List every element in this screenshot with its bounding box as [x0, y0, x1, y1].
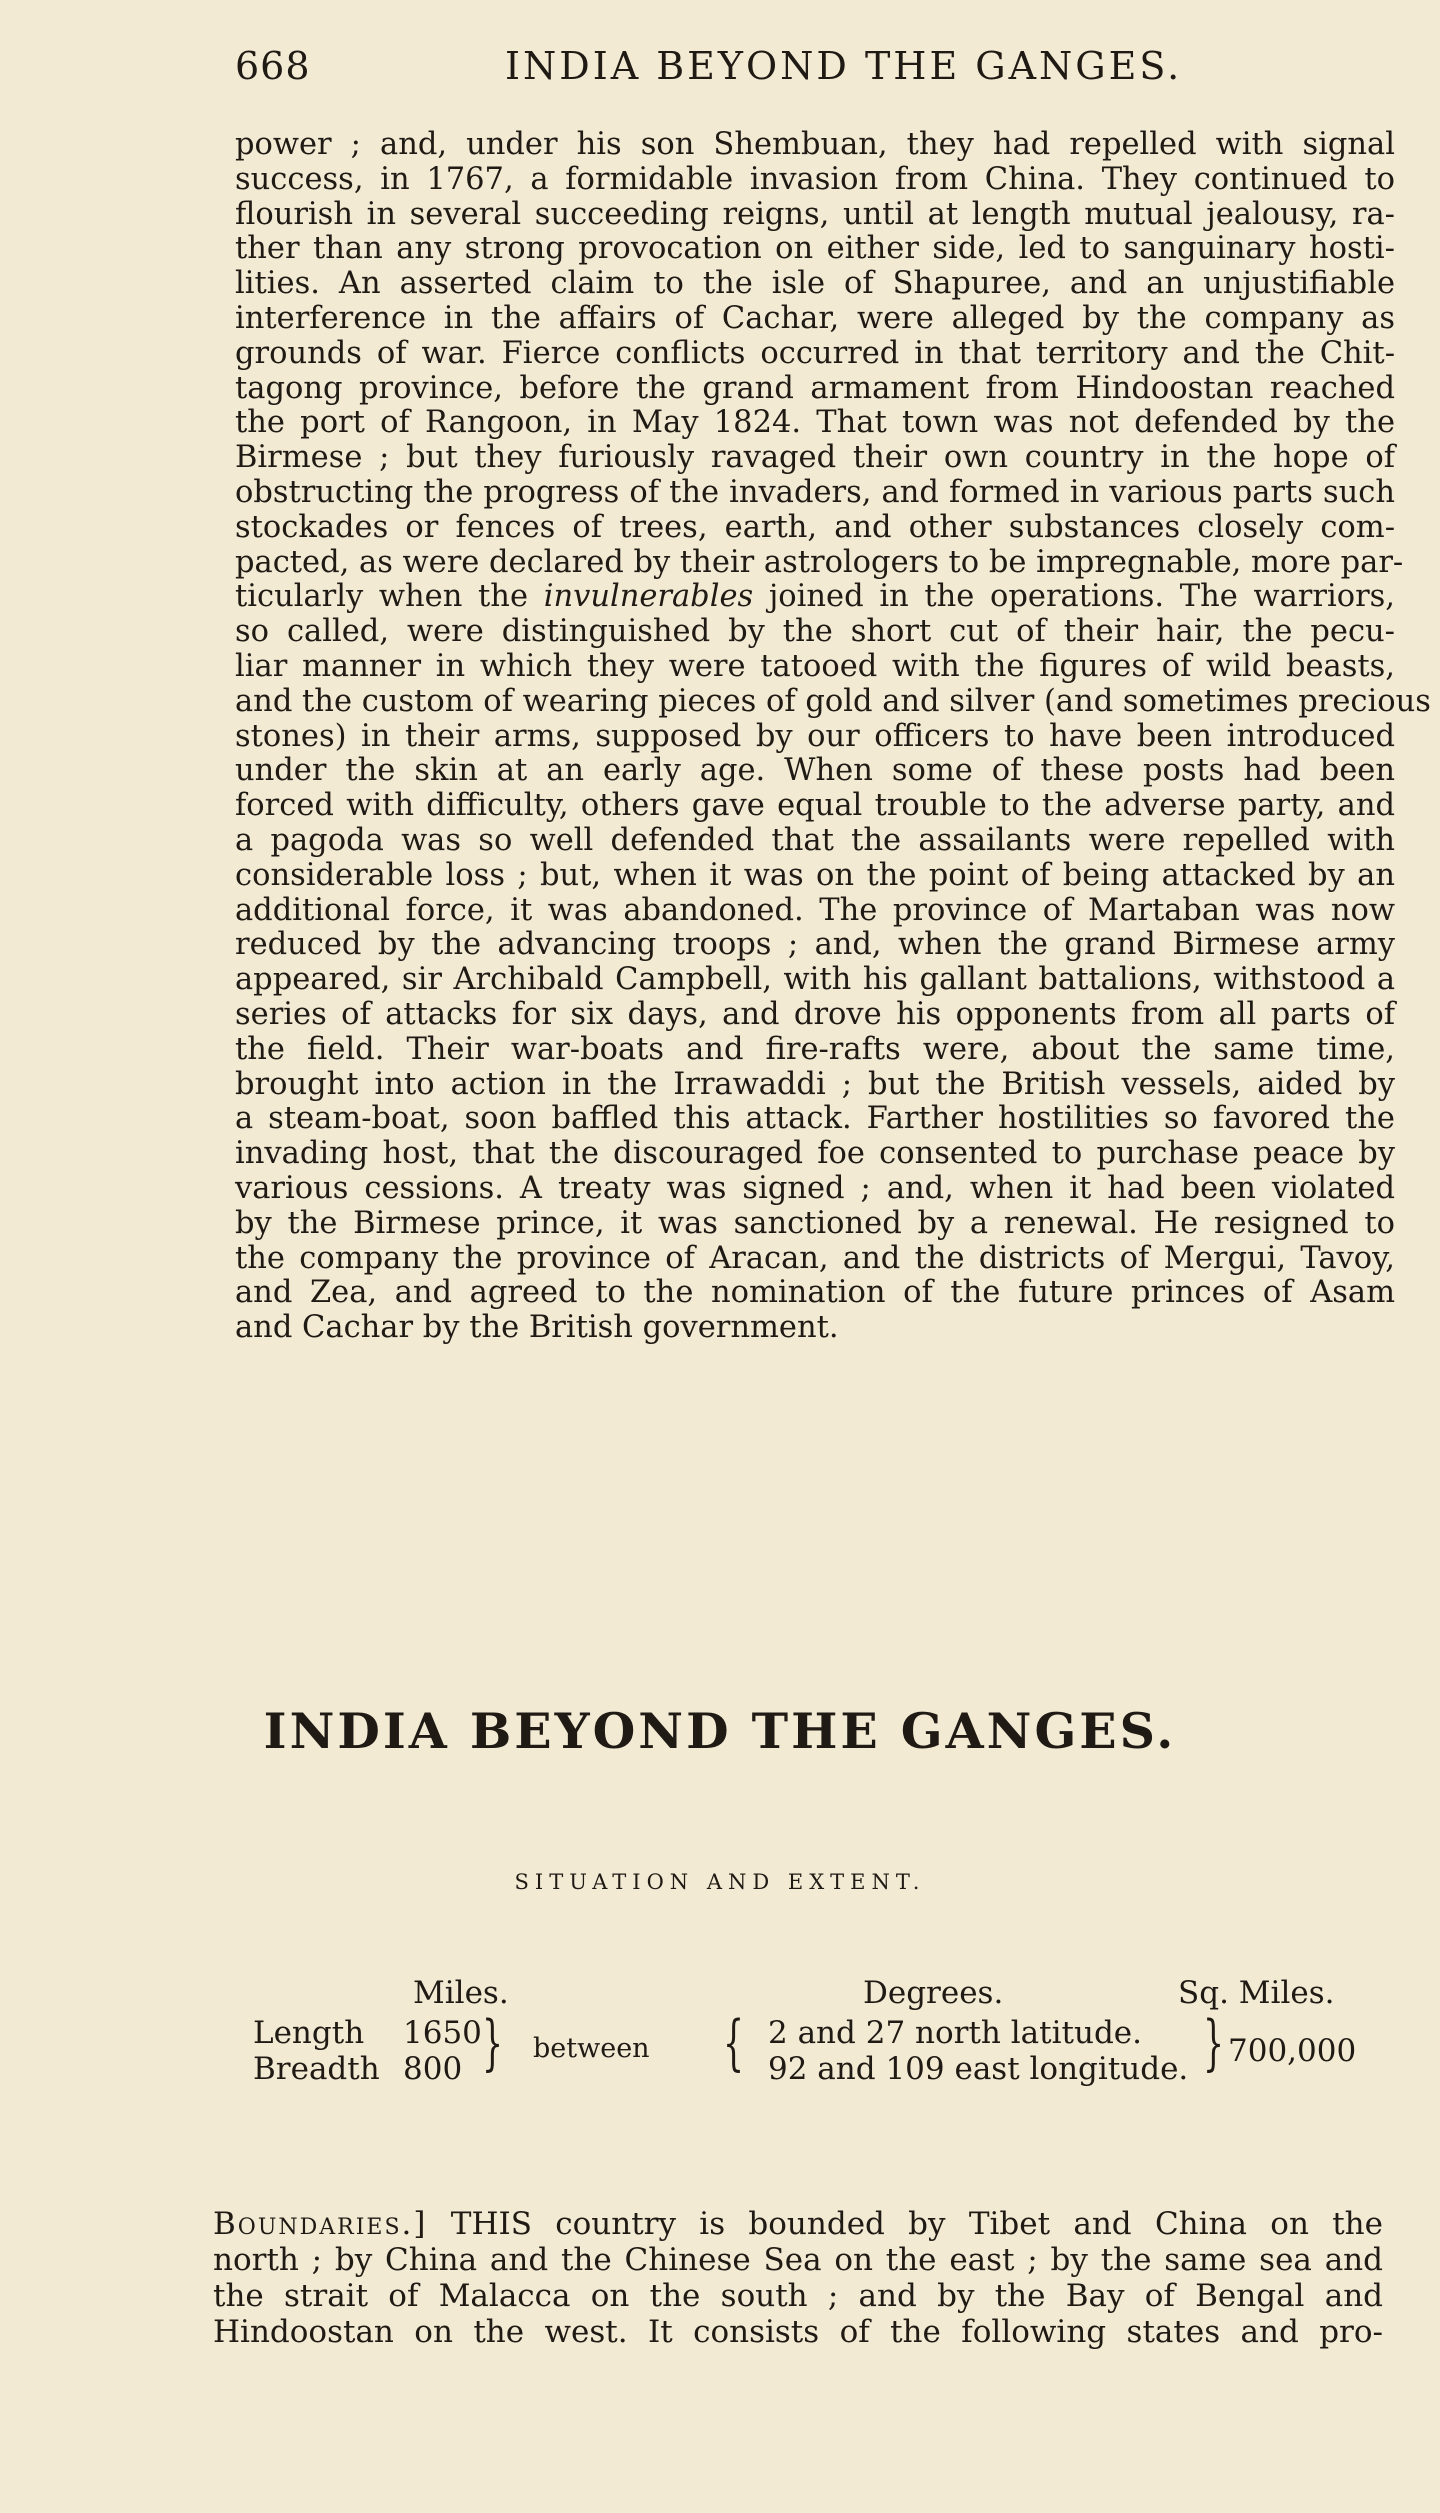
body-line: interference in the affairs of Cachar, were alleged by the company as — [235, 300, 1395, 336]
body-line: additional force, it was abandoned. The province of Martaban was now — [235, 892, 1395, 928]
miles-brace-icon: } — [482, 2008, 504, 2078]
body-line: so called, were distinguished by the short cut of their hair, the pecu- — [235, 614, 1395, 650]
body-line: a pagoda was so well defended that the assailants were repelled with — [235, 822, 1395, 858]
body-line: forced with difficulty, others gave equal trouble to the adverse party, and — [235, 788, 1395, 824]
boundaries-line: north ; by China and the Chinese Sea on the east ; by the same sea and — [213, 2242, 1383, 2278]
body-line: series of attacks for six days, and drove his opponents from all parts of — [235, 996, 1395, 1032]
body-line: reduced by the advancing troops ; and, when the grand Birmese army — [235, 927, 1395, 963]
body-line-text: ticularly when the — [235, 579, 544, 615]
body-line: pacted, as were declared by their astrologers to be impregnable, more par- — [235, 544, 1404, 580]
miles-header: Miles. — [413, 1975, 509, 2011]
section-title: INDIA BEYOND THE GANGES. — [263, 1702, 1177, 1760]
body-line: invading host, that the discouraged foe consented to purchase peace by — [235, 1136, 1395, 1172]
boundaries-line: the strait of Malacca on the south ; and by the Bay of Bengal and — [213, 2278, 1383, 2314]
body-line: tagong province, before the grand armament from Hindoostan reached — [235, 370, 1395, 406]
body-paragraph — [235, 127, 1431, 1346]
body-line: ther than any strong provocation on either side, led to sanguinary hosti- — [235, 231, 1395, 267]
body-line: liar manner in which they were tatooed with the figures of wild beasts, — [235, 648, 1395, 684]
length-miles: 1650 — [403, 2015, 482, 2051]
boundaries-line: Hindoostan on the west. It consists of the following states and pro- — [213, 2314, 1383, 2350]
breadth-label: Breadth — [253, 2051, 380, 2087]
body-line: lities. An asserted claim to the isle of Shapuree, and an unjustifiable — [235, 266, 1395, 302]
length-label: Length — [253, 2015, 365, 2051]
body-line: stones) in their arms, supposed by our officers to have been introduced — [235, 718, 1395, 754]
sq-miles-value: 700,000 — [1228, 2033, 1357, 2069]
body-line: power ; and, under his son Shembuan, they had repelled with signal — [235, 127, 1395, 162]
body-line: Birmese ; but they furiously ravaged their own country in the hope of — [235, 440, 1395, 476]
body-line: considerable loss ; but, when it was on the point of being attacked by an — [235, 857, 1395, 893]
degrees-brace-icon: { — [723, 2008, 745, 2078]
breadth-miles: 800 — [403, 2051, 463, 2087]
body-line — [235, 580, 1395, 615]
boundaries-heading: Boundaries.] — [213, 2206, 428, 2242]
running-head — [235, 44, 1395, 94]
body-line: the port of Rangoon, in May 1824. That town was not defended by the — [235, 405, 1395, 441]
sq-miles-brace-icon: } — [1203, 2008, 1225, 2078]
body-line: and the custom of wearing pieces of gold and silver (and sometimes precious — [235, 683, 1431, 719]
section-subtitle: SITUATION AND EXTENT. — [514, 1870, 926, 1894]
boundaries-paragraph — [213, 2206, 1383, 2350]
page-number: 668 — [235, 44, 311, 88]
boundaries-first-line-text: THIS country is bounded by Tibet and China on the — [450, 2206, 1383, 2242]
body-line: the company the province of Aracan, and the districts of Mergui, Tavoy, — [235, 1240, 1395, 1276]
body-line: stockades or fences of trees, earth, and other substances closely com- — [235, 509, 1395, 545]
body-line-text: joined in the operations. The warriors, — [753, 579, 1395, 615]
extent-table — [228, 1975, 1398, 2125]
body-line: by the Birmese prince, it was sanctioned by a renewal. He resigned to — [235, 1205, 1395, 1241]
running-title: INDIA BEYOND THE GANGES. — [505, 44, 1183, 88]
body-line: success, in 1767, a formidable invasion from China. They continued to — [235, 161, 1395, 197]
body-line: appeared, sir Archibald Campbell, with his gallant battalions, withstood a — [235, 962, 1395, 998]
body-line: obstructing the progress of the invaders, and formed in various parts such — [235, 474, 1395, 510]
body-line: and Zea, and agreed to the nomination of the future princes of Asam — [235, 1275, 1395, 1311]
longitude-range: 92 and 109 east longitude. — [768, 2051, 1189, 2087]
body-line: and Cachar by the British government. — [235, 1310, 839, 1346]
sq-miles-header: Sq. Miles. — [1178, 1975, 1335, 2011]
latitude-range: 2 and 27 north latitude. — [768, 2015, 1142, 2051]
body-line: brought into action in the Irrawaddi ; but the British vessels, aided by — [235, 1066, 1395, 1102]
body-line: various cessions. A treaty was signed ; and, when it had been violated — [235, 1170, 1395, 1206]
body-line: under the skin at an early age. When some of these posts had been — [235, 753, 1395, 789]
between-label: between — [533, 2033, 650, 2064]
body-line: a steam-boat, soon baffled this attack. Farther hostilities so favored the — [235, 1101, 1395, 1137]
body-line: grounds of war. Fierce conflicts occurred in that territory and the Chit- — [235, 335, 1395, 371]
degrees-header: Degrees. — [863, 1975, 1004, 2011]
boundaries-first-line — [213, 2206, 1383, 2242]
italic-term: invulnerables — [543, 579, 754, 615]
body-line: the field. Their war-boats and fire-rafts were, about the same time, — [235, 1031, 1395, 1067]
body-line: flourish in several succeeding reigns, until at length mutual jealousy, ra- — [235, 196, 1395, 232]
